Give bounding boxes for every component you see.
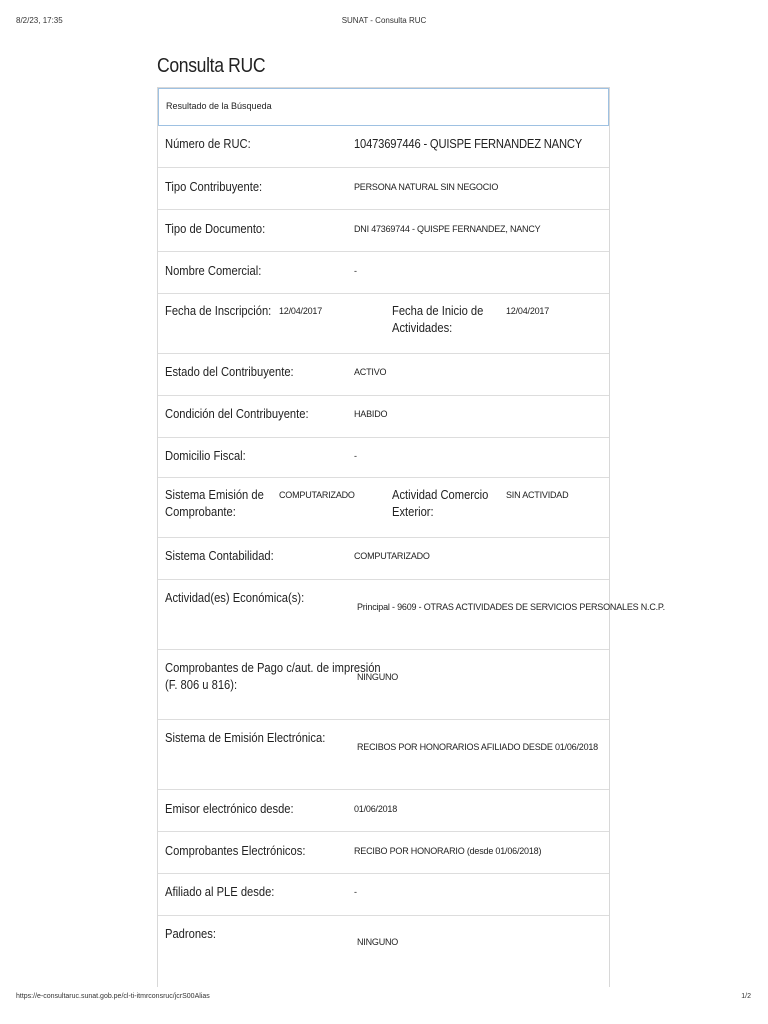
value-fecha-inscripcion: 12/04/2017 [279,306,323,316]
row-emisor-desde [158,790,609,832]
row-ple-desde [158,874,609,916]
row-ruc [158,126,609,168]
label-comprobantes-pago-line2: (F. 806 u 816): [165,677,238,692]
label-comprobantes-pago-line1: Comprobantes de Pago c/aut. de impresión [165,660,381,675]
row-condicion [158,396,609,438]
print-page-number: 1/2 [741,993,751,1000]
label-actividad-comercio [392,486,488,520]
row-sistema-contabilidad [158,538,609,580]
print-page-title: SUNAT - Consulta RUC [341,16,427,25]
label-fecha-inicio-line2: Actividades: [392,320,453,335]
label-padrones: Padrones: [165,926,216,941]
value-nombre-comercial: - [354,266,357,276]
panel-heading-text: Resultado de la Búsqueda [166,101,272,111]
label-tipo-documento: Tipo de Documento: [165,221,266,236]
value-comprobantes-pago: NINGUNO [357,672,399,682]
label-domicilio: Domicilio Fiscal: [165,448,246,463]
row-padrones [158,916,609,988]
value-ruc: 10473697446 - QUISPE FERNANDEZ NANCY [354,136,583,151]
label-nombre-comercial: Nombre Comercial: [165,263,262,278]
row-domicilio [158,438,609,478]
label-sistema-emision-line1: Sistema Emisión de [165,487,264,502]
label-sistema-electronica: Sistema de Emisión Electrónica: [165,730,326,745]
row-comprobantes-pago [158,650,609,720]
results-panel [157,87,665,987]
label-actividad-comercio-line2: Exterior: [392,504,434,519]
page-title: Consulta RUC [157,55,266,77]
value-sistema-electronica: RECIBOS POR HONORARIOS AFILIADO DESDE 01/06/2018 [357,742,598,752]
value-actividades: Principal - 9609 - OTRAS ACTIVIDADES DE SERVICIOS PERSONALES N.C.P. [357,602,665,612]
row-estado [158,354,609,396]
label-fecha-inicio-line1: Fecha de Inicio de [392,303,484,318]
row-sistema-emision [158,478,609,538]
value-tipo-documento: DNI 47369744 - QUISPE FERNANDEZ, NANCY [354,224,541,234]
value-actividad-comercio: SIN ACTIVIDAD [506,490,569,500]
value-estado: ACTIVO [354,367,387,377]
value-tipo-contribuyente: PERSONA NATURAL SIN NEGOCIO [354,182,499,192]
row-tipo-documento [158,210,609,252]
row-tipo-contribuyente [158,168,609,210]
value-ple-desde: - [354,887,357,897]
label-emisor-desde: Emisor electrónico desde: [165,801,294,816]
label-sistema-emision-line2: Comprobante: [165,504,236,519]
label-fecha-inicio [392,302,483,336]
row-fechas [158,294,609,354]
label-ple-desde: Afiliado al PLE desde: [165,884,275,899]
print-url: https://e-consultaruc.sunat.gob.pe/cl-ti-itmrconsruc/jcrS00Alias [16,993,210,1000]
label-tipo-contribuyente: Tipo Contribuyente: [165,179,263,194]
value-fecha-inicio: 12/04/2017 [506,306,550,316]
value-padrones: NINGUNO [357,937,399,947]
row-actividades [158,580,665,650]
row-comprobantes-electronicos [158,832,609,874]
row-nombre-comercial [158,252,609,294]
label-sistema-contabilidad: Sistema Contabilidad: [165,548,274,563]
value-sistema-contabilidad: COMPUTARIZADO [354,551,430,561]
label-ruc: Número de RUC: [165,136,251,151]
label-condicion: Condición del Contribuyente: [165,406,309,421]
value-sistema-emision: COMPUTARIZADO [279,490,355,500]
panel-heading [158,88,609,126]
value-domicilio: - [354,451,357,461]
label-actividad-comercio-line1: Actividad Comercio [392,487,489,502]
value-comprobantes-electronicos: RECIBO POR HONORARIO (desde 01/06/2018) [354,846,542,856]
print-datetime: 8/2/23, 17:35 [16,16,63,25]
label-fecha-inscripcion: Fecha de Inscripción: [165,303,272,318]
label-estado: Estado del Contribuyente: [165,364,294,379]
label-actividades: Actividad(es) Económica(s): [165,590,305,605]
label-comprobantes-pago [165,659,381,693]
label-sistema-emision [165,486,264,520]
value-emisor-desde: 01/06/2018 [354,804,398,814]
value-condicion: HABIDO [354,409,388,419]
label-comprobantes-electronicos: Comprobantes Electrónicos: [165,843,306,858]
row-sistema-electronica [158,720,609,790]
